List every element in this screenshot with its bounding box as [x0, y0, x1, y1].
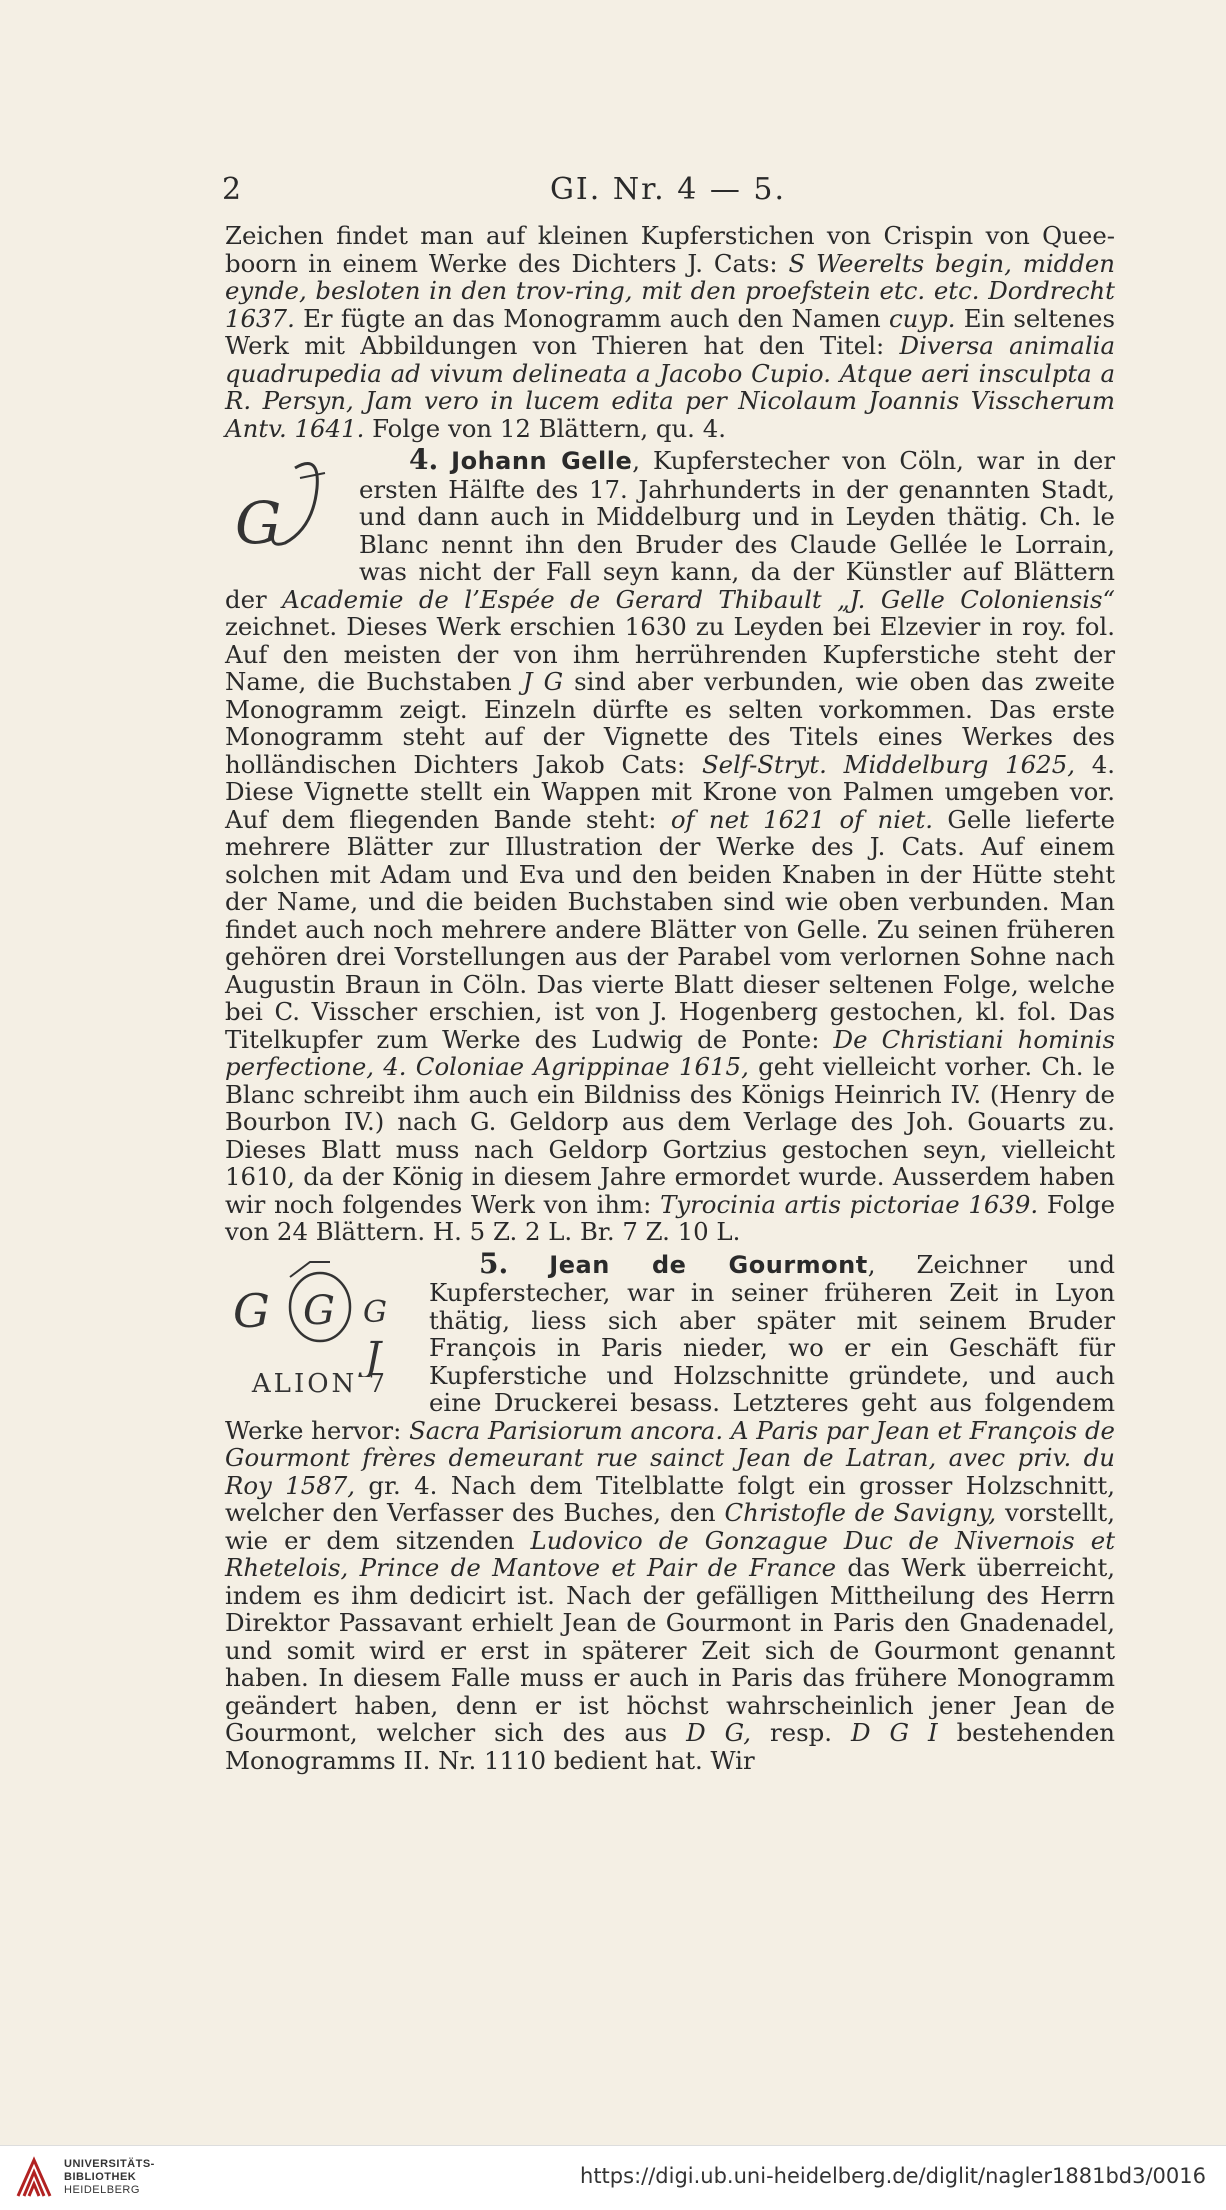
svg-text:J: J	[365, 1333, 382, 1377]
page-number: 2	[222, 172, 242, 207]
entry-4-text-8: Gelle lieferte mehrere Blätter zur Illustration der Werke des J. Cats. Auf einem solchen mit Adam und Eva und den beiden Knaben in der Hütte steht der Name, und die beiden Buchstaben sind wie oben verbunden. Man findet auch noch mehrere andere Blätter von Gelle. Zu seinen früheren gehören drei Vorstellungen aus der Parabel vom verlornen Sohne nach Augustin Braun in Cöln. Das vierte Blatt dieser seltenen Folge, welche bei C. Visscher erschien, ist von J. Hogenberg gestochen, kl. fol. Das Titelkupfer zum Werke des Ludwig de Ponte:	[225, 804, 1116, 1054]
entry-4-text-6: 4. Diese Vignette stellt ein Wappen mit Krone von Palmen umgeben vor. Auf dem fliegenden Bande steht:	[225, 749, 1116, 834]
intro-text-3: cuyp.	[888, 303, 956, 333]
entry-5-text-1: Sacra Parisiorum ancora. A Paris par Jean et François de Gourmont frères demeurant rue sainct Jean de Latran, avec priv. du Roy 1587,	[225, 1415, 1115, 1500]
running-title: GI. Nr. 4 — 5.	[549, 172, 787, 207]
gourmont-monogram-caption: ALION 7	[251, 1368, 389, 1399]
entry-5-text-9: D G I	[850, 1718, 938, 1747]
entry-4-text-2: zeichnet. Dieses Werk erschien 1630 zu Leyden bei Elzevier in roy. fol. Auf den meisten der von ihm herrührenden Kupferstiche steht der Name, die Buchstaben	[225, 612, 1115, 696]
library-line-3: HEIDELBERG	[64, 2184, 140, 2196]
entry-4	[225, 443, 1116, 1246]
entry-5-text-5: Ludovico de Gonzague Duc de Nivernois et Rhetelois, Prince de Mantove et Pair de France	[225, 1525, 1115, 1582]
intro-text-0: Zeichen findet man auf kleinen Kupferstichen von Crispin von Quee-boorn in einem Werke des Dichters J. Cats:	[225, 221, 1115, 278]
entry-5-text-3: Christofle de Savigny,	[724, 1498, 997, 1527]
entry-5-name: Jean de Gourmont	[549, 1250, 868, 1279]
entry-5-number: 5.	[479, 1246, 509, 1280]
intro-text-2: Er fügte an das Monogramm auch den Namen	[294, 303, 889, 333]
entry-5	[225, 1246, 1116, 1775]
entry-5-text-6: das Werk überreicht, indem es ihm dedicirt ist. Nach der gefälligen Mittheilung des Herrn Direktor Passavant erhielt Jean de Gourmont in Paris den Gnadenadel, und somit wird er erst in späterer Zeit sich de Gourmont genannt haben. In diesem Falle muss er auch in Paris das frühere Monogramm geändert haben, denn er ist höchst wahrscheinlich jener Jean de Gourmont, welcher sich des aus	[225, 1553, 1116, 1747]
entry-5-text-2: gr. 4. Nach dem Titelblatte folgt ein grosser Holzschnitt, welcher den Verfasser des Buches, den	[225, 1470, 1115, 1527]
entry-5-text-7: D G,	[686, 1718, 752, 1747]
footer-bar	[0, 2145, 1226, 2210]
svg-text:G: G	[363, 1294, 387, 1330]
entry-4-text-3: J G	[522, 667, 564, 696]
entry-4-text-12: Folge von 24 Blättern. H. 5 Z. 2 L. Br. 7 Z. 10 L.	[225, 1189, 1115, 1246]
entry-5-text-4: vorstellt, wie er dem sitzenden	[225, 1498, 1115, 1555]
svg-text:G: G	[233, 1283, 270, 1338]
library-name	[64, 2158, 155, 2197]
intro-text-1: S Weerelts begin, midden eynde, besloten in den trov-ring, mit den proefstein etc. etc. Dordrecht 1637.	[225, 248, 1116, 333]
entry-4-text-9: De Christiani hominis perfectione, 4. Coloniae Agrippinae 1615,	[225, 1024, 1115, 1081]
svg-text:G: G	[235, 489, 282, 557]
intro-text-4: Ein seltenes Werk mit Abbildungen von Thieren hat den Titel:	[225, 303, 1116, 360]
intro-paragraph	[225, 222, 1115, 442]
library-line-2: BIBLIOTHEK	[64, 2171, 137, 2183]
library-logo-icon	[14, 2156, 54, 2200]
entry-5-text-10: bestehenden Monogramms II. Nr. 1110 bedient hat. Wir	[225, 1718, 1115, 1775]
library-line-1: UNIVERSITÄTS-	[64, 2158, 155, 2170]
entry-4-text-5: Self-Stryt. Middelburg 1625,	[701, 749, 1075, 779]
svg-text:G: G	[303, 1287, 335, 1334]
entry-4-number: 4.	[409, 443, 439, 476]
intro-text-5: Diversa animalia quadrupedia ad vivum delineata a Jacobo Cupio. Atque aeri insculpta a R. Persyn, Jam vero in lucem edita per Nicolaum Joannis Visscherum Antv. 1641.	[225, 331, 1115, 443]
entry-4-text-11: Tyrocinia artis pictoriae 1639.	[660, 1189, 1039, 1219]
gelle-monogram-icon	[225, 448, 345, 558]
entry-4-text-7: of net 1621 of niet.	[670, 804, 934, 834]
entry-4-text-10: geht vielleicht vorher. Ch. le Blanc schreibt ihm auch ein Bildniss des Königs Heinrich IV. (Henry de Bourbon IV.) nach G. Geldorp aus dem Verlage des Joh. Gouarts zu. Dieses Blatt muss nach Geldorp Gortzius gestochen seyn, vielleicht 1610, da der König in diesem Jahre ermordet wurde. Ausserdem haben wir noch folgendes Werk von ihm:	[225, 1052, 1116, 1219]
source-url-link[interactable]: https://digi.ub.uni-heidelberg.de/diglit/nagler1881bd3/0016	[580, 2164, 1206, 2188]
page-header	[222, 172, 1114, 212]
entry-4-text-0: , Kupferstecher von Cöln, war in der ersten Hälfte des 17. Jahrhunderts in der genannten Stadt, und dann auch in Middelburg und in Leyden thätig. Ch. le Blanc nennt ihn den Bruder des Claude Gellée le Lorrain, was nicht der Fall seyn kann, da der Künstler auf Blättern der	[225, 446, 1115, 614]
entry-5-text-0: , Zeichner und Kupferstecher, war in seiner früheren Zeit in Lyon thätig, liess sich aber später mit seinem Bruder François in Paris nieder, wo er ein Geschäft für Kupferstiche und Holzschnitte gründete, und auch eine Druckerei besass. Letzteres geht aus folgendem Werke hervor:	[225, 1249, 1115, 1445]
entry-4-name: Johann Gelle	[451, 447, 633, 475]
intro-text-6: Folge von 12 Blättern, qu. 4.	[364, 413, 726, 443]
entry-4-text-1: Academie de l’Espée de Gerard Thibault „J. Gelle Coloniensis“	[282, 584, 1115, 614]
gourmont-monogram-icon	[225, 1252, 415, 1412]
main-text	[225, 222, 1115, 1774]
entry-4-text-4: sind aber verbunden, wie oben das zweite Monogramm zeigt. Einzeln dürfte es selten vorkommen. Das erste Monogramm steht auf der Vignette des Titels eines Werkes des holländischen Dichters Jakob Cats:	[225, 667, 1115, 779]
entry-5-text-8: resp.	[751, 1718, 851, 1747]
